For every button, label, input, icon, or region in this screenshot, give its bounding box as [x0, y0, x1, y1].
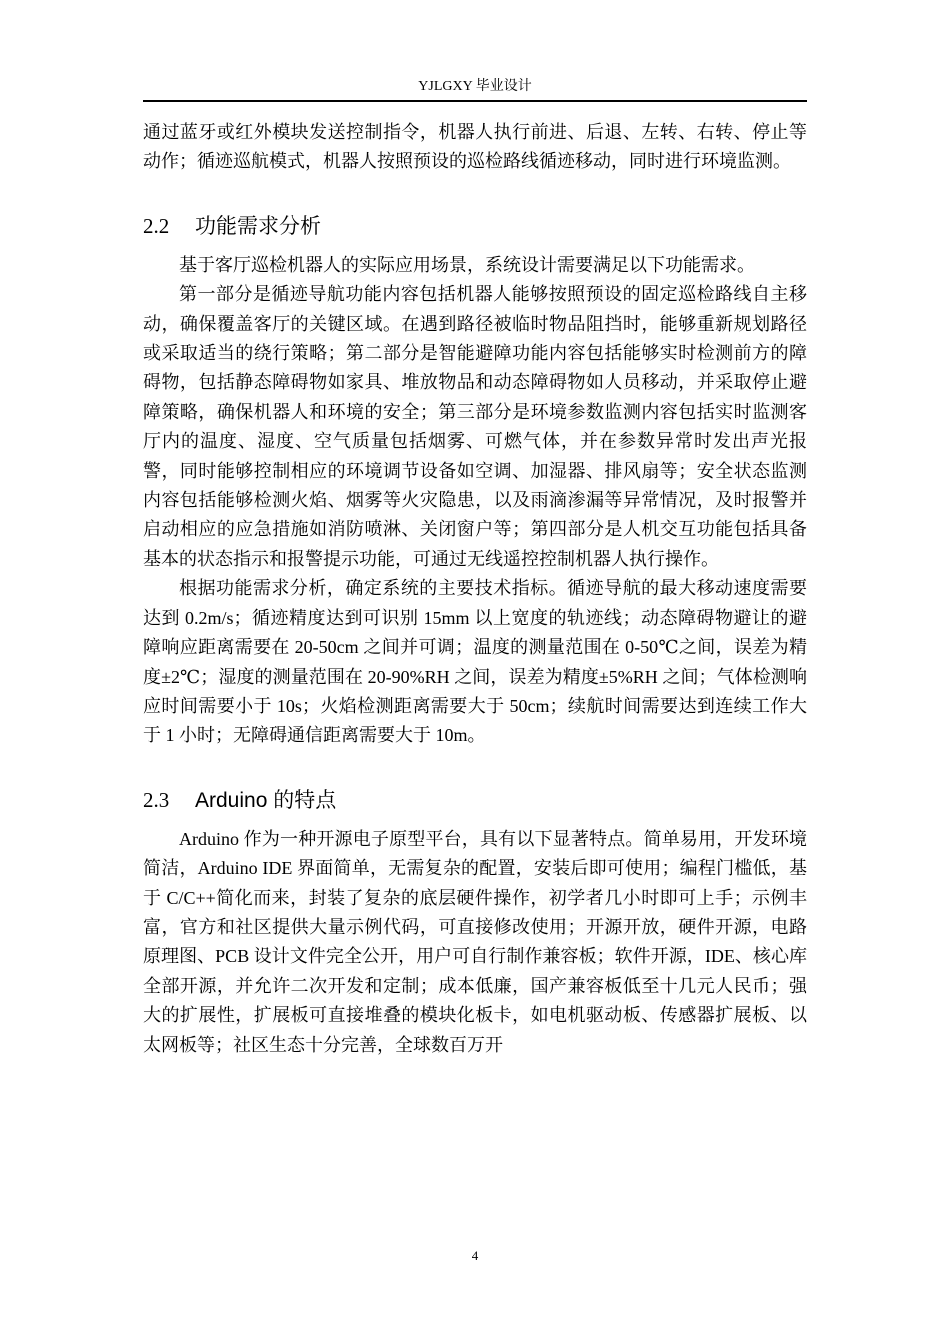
paragraph: 根据功能需求分析，确定系统的主要技术指标。循迹导航的最大移动速度需要达到 0.2m/s；循迹精度达到可识别 15mm 以上宽度的轨迹线；动态障碍物避让的避障响应距离需要在 20-50cm 之间并可调；温度的测量范围在 0-50℃之间，误差为精度±2℃；湿度的测量范围在 20-90%RH 之间，误差为精度±5%RH 之间；气体检测响应时间需要小于 10s；火焰检测距离需要大于 50cm；续航时间需要达到连续工作大于 1 小时；无障碍通信距离需要大于 10m。: [143, 578, 807, 746]
paragraph: 第一部分是循迹导航功能内容包括机器人能够按照预设的固定巡检路线自主移动，确保覆盖客厅的关键区域。在遇到路径被临时物品阻挡时，能够重新规划路径或采取适当的绕行策略；第二部分是智能避障功能内容包括能够实时检测前方的障碍物，包括静态障碍物如家具、堆放物品和动态障碍物如人员移动，并采取停止避障策略，确保机器人和环境的安全；第三部分是环境参数监测内容包括实时监测客厅内的温度、湿度、空气质量包括烟雾、可燃气体，并在参数异常时发出声光报警，同时能够控制相应的环境调节设备如空调、加湿器、排风扇等；安全状态监测内容包括能够检测火焰、烟雾等火灾隐患，以及雨滴渗漏等异常情况，及时报警并启动相应的应急措施如消防喷淋、关闭窗户等；第四部分是人机交互功能包括具备基本的状态指示和报警提示功能，可通过无线遥控控制机器人执行操作。: [143, 284, 807, 569]
page-number: 4: [471, 1248, 479, 1263]
page-body: [143, 118, 807, 1060]
section-title: 功能需求分析: [195, 214, 321, 238]
section-2-3-heading: [143, 786, 807, 815]
section-number: 2.3: [143, 787, 170, 812]
continuation-paragraph: 通过蓝牙或红外模块发送控制指令，机器人执行前进、后退、左转、右转、停止等动作；循迹巡航模式，机器人按照预设的巡检路线循迹移动，同时进行环境监测。: [143, 122, 807, 172]
section-title: Arduino 的特点: [195, 788, 337, 812]
paragraph: 基于客厅巡检机器人的实际应用场景，系统设计需要满足以下功能需求。: [179, 254, 755, 275]
section-number: 2.2: [143, 213, 170, 238]
section-2-2-heading: [143, 212, 807, 241]
page-header: YJLGXY 毕业设计: [418, 79, 532, 94]
paragraph: Arduino 作为一种开源电子原型平台，具有以下显著特点。简单易用，开发环境简洁，Arduino IDE 界面简单，无需复杂的配置，安装后即可使用；编程门槛低，基于 C/C++简化而来，封装了复杂的底层硬件操作，初学者几小时即可上手；示例丰富，官方和社区提供大量示例代码，可直接修改使用；开源开放，硬件开源，电路原理图、PCB 设计文件完全公开，用户可自行制作兼容板；软件开源，IDE、核心库全部开源，并允许二次开发和定制；成本低廉，国产兼容板低至十几元人民币；强大的扩展性，扩展板可直接堆叠的模块化板卡，如电机驱动板、传感器扩展板、以太网板等；社区生态十分完善，全球数百万开: [143, 828, 807, 1055]
header-divider: [143, 100, 807, 102]
